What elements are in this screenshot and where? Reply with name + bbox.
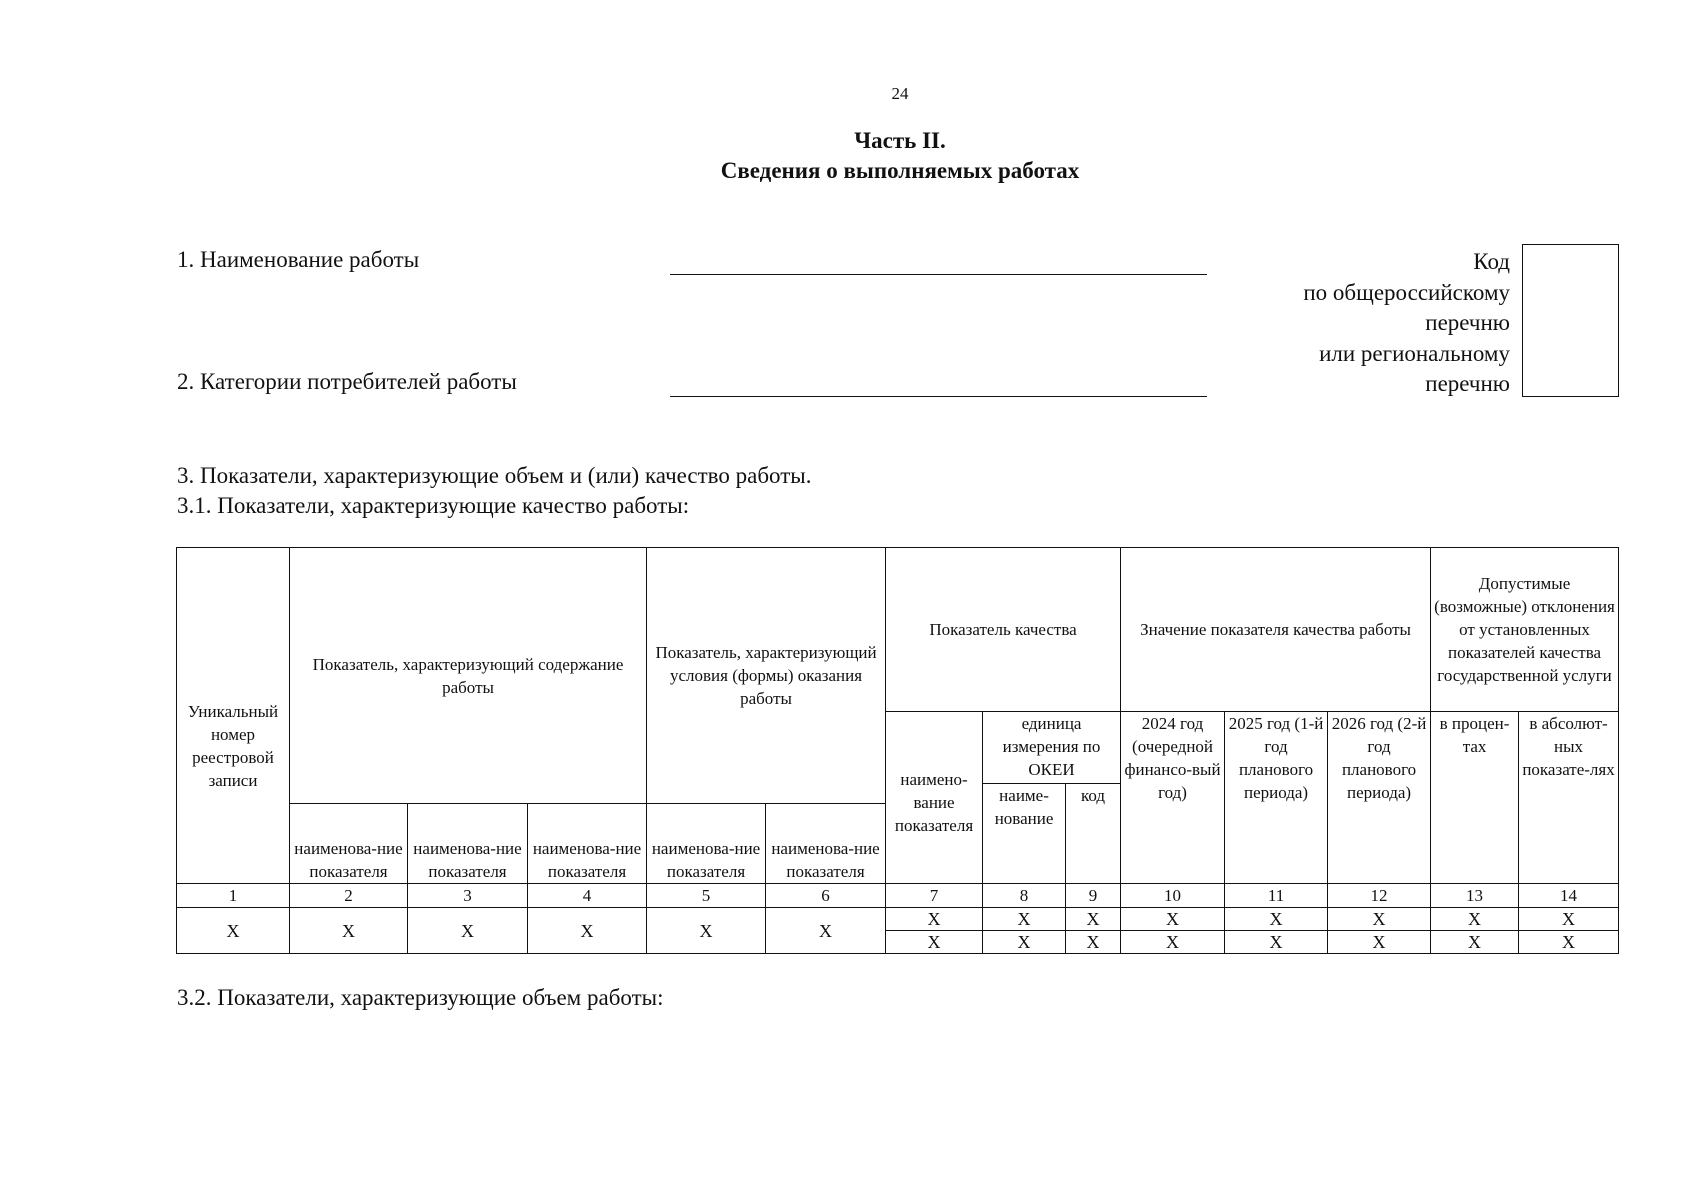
table-cell: X	[983, 908, 1066, 931]
table-cell: X	[1225, 908, 1328, 931]
table-cell: X	[886, 908, 983, 931]
table-cell: X	[290, 908, 408, 954]
table-cell: X	[1519, 931, 1619, 954]
code-label-line: по общероссийскому	[1303, 279, 1510, 305]
section-3-heading: 3. Показатели, характеризующие объем и (или) качество работы.	[177, 463, 812, 488]
header-deviations: Допустимые (возможные) отклонения от установленных показателей качества государственной услуги	[1431, 548, 1619, 712]
work-name-label: 1. Наименование работы	[177, 247, 420, 272]
header-sub-indicator-name: наименова-ние показателя	[408, 804, 528, 884]
quality-indicators-table	[176, 547, 1619, 954]
part-subtitle: Сведения о выполняемых работах	[720, 158, 1080, 183]
header-unit-okei: единица измерения по ОКЕИ	[983, 712, 1121, 784]
column-number: 14	[1519, 884, 1619, 908]
column-number: 2	[290, 884, 408, 908]
table-cell: X	[1328, 908, 1431, 931]
header-year-2025: 2025 год (1-й год планового периода)	[1225, 712, 1328, 884]
header-sub-indicator-name: наименова-ние показателя	[290, 804, 408, 884]
table-cell: X	[647, 908, 766, 954]
consumer-categories-line[interactable]	[670, 396, 1207, 397]
work-name-line[interactable]	[670, 274, 1207, 275]
page-number: 24	[891, 84, 909, 103]
header-conditions-indicator: Показатель, характеризующий условия (формы) оказания работы	[647, 548, 886, 804]
column-number: 1	[177, 884, 290, 908]
table-cell: X	[983, 931, 1066, 954]
table-cell: X	[1328, 931, 1431, 954]
header-deviation-percent: в процен-тах	[1431, 712, 1519, 884]
column-number: 3	[408, 884, 528, 908]
header-sub-indicator-name: наименова-ние показателя	[528, 804, 647, 884]
header-sub-indicator-name: наименова-ние показателя	[766, 804, 886, 884]
table-cell: X	[1519, 908, 1619, 931]
table-cell: X	[1431, 908, 1519, 931]
header-indicator-name: наимено-вание показателя	[886, 712, 983, 884]
section-3-1-heading: 3.1. Показатели, характеризующие качество работы:	[177, 493, 690, 518]
header-unit-name: наиме-нование	[983, 784, 1066, 884]
header-quality-indicator: Показатель качества	[886, 548, 1121, 712]
column-number: 8	[983, 884, 1066, 908]
table-cell: X	[766, 908, 886, 954]
code-label-line: перечню	[1425, 371, 1510, 396]
table-cell: X	[1121, 908, 1225, 931]
column-number: 5	[647, 884, 766, 908]
part-title: Часть II.	[854, 128, 946, 153]
consumer-categories-label: 2. Категории потребителей работы	[177, 369, 517, 394]
header-year-2024: 2024 год (очередной финансо-вый год)	[1121, 712, 1225, 884]
code-label-line: Код	[1473, 249, 1510, 274]
table-row	[177, 908, 1619, 931]
column-number: 6	[766, 884, 886, 908]
header-unique-number: Уникальный номер реестровой записи	[177, 548, 290, 884]
code-label-line: или региональному	[1319, 340, 1510, 366]
header-quality-value: Значение показателя качества работы	[1121, 548, 1431, 712]
header-sub-indicator-name: наименова-ние показателя	[647, 804, 766, 884]
table-cell: X	[1121, 931, 1225, 954]
column-number: 10	[1121, 884, 1225, 908]
column-number: 11	[1225, 884, 1328, 908]
code-label	[1303, 247, 1510, 400]
header-content-indicator: Показатель, характеризующий содержание работы	[290, 548, 647, 804]
code-box[interactable]	[1522, 244, 1619, 397]
column-number: 13	[1431, 884, 1519, 908]
table-cell: X	[177, 908, 290, 954]
table-cell: X	[1066, 931, 1121, 954]
header-deviation-absolute: в абсолют-ных показате-лях	[1519, 712, 1619, 884]
code-label-line: перечню	[1425, 310, 1510, 335]
section-3-2-heading: 3.2. Показатели, характеризующие объем работы:	[177, 985, 664, 1010]
column-number: 4	[528, 884, 647, 908]
header-year-2026: 2026 год (2-й год планового периода)	[1328, 712, 1431, 884]
column-number: 9	[1066, 884, 1121, 908]
column-number: 12	[1328, 884, 1431, 908]
table-cell: X	[1225, 931, 1328, 954]
table-cell: X	[408, 908, 528, 954]
table-cell: X	[1066, 908, 1121, 931]
header-unit-code: код	[1066, 784, 1121, 884]
column-number-row	[177, 884, 1619, 908]
table-cell: X	[886, 931, 983, 954]
table-cell: X	[528, 908, 647, 954]
column-number: 7	[886, 884, 983, 908]
table-cell: X	[1431, 931, 1519, 954]
